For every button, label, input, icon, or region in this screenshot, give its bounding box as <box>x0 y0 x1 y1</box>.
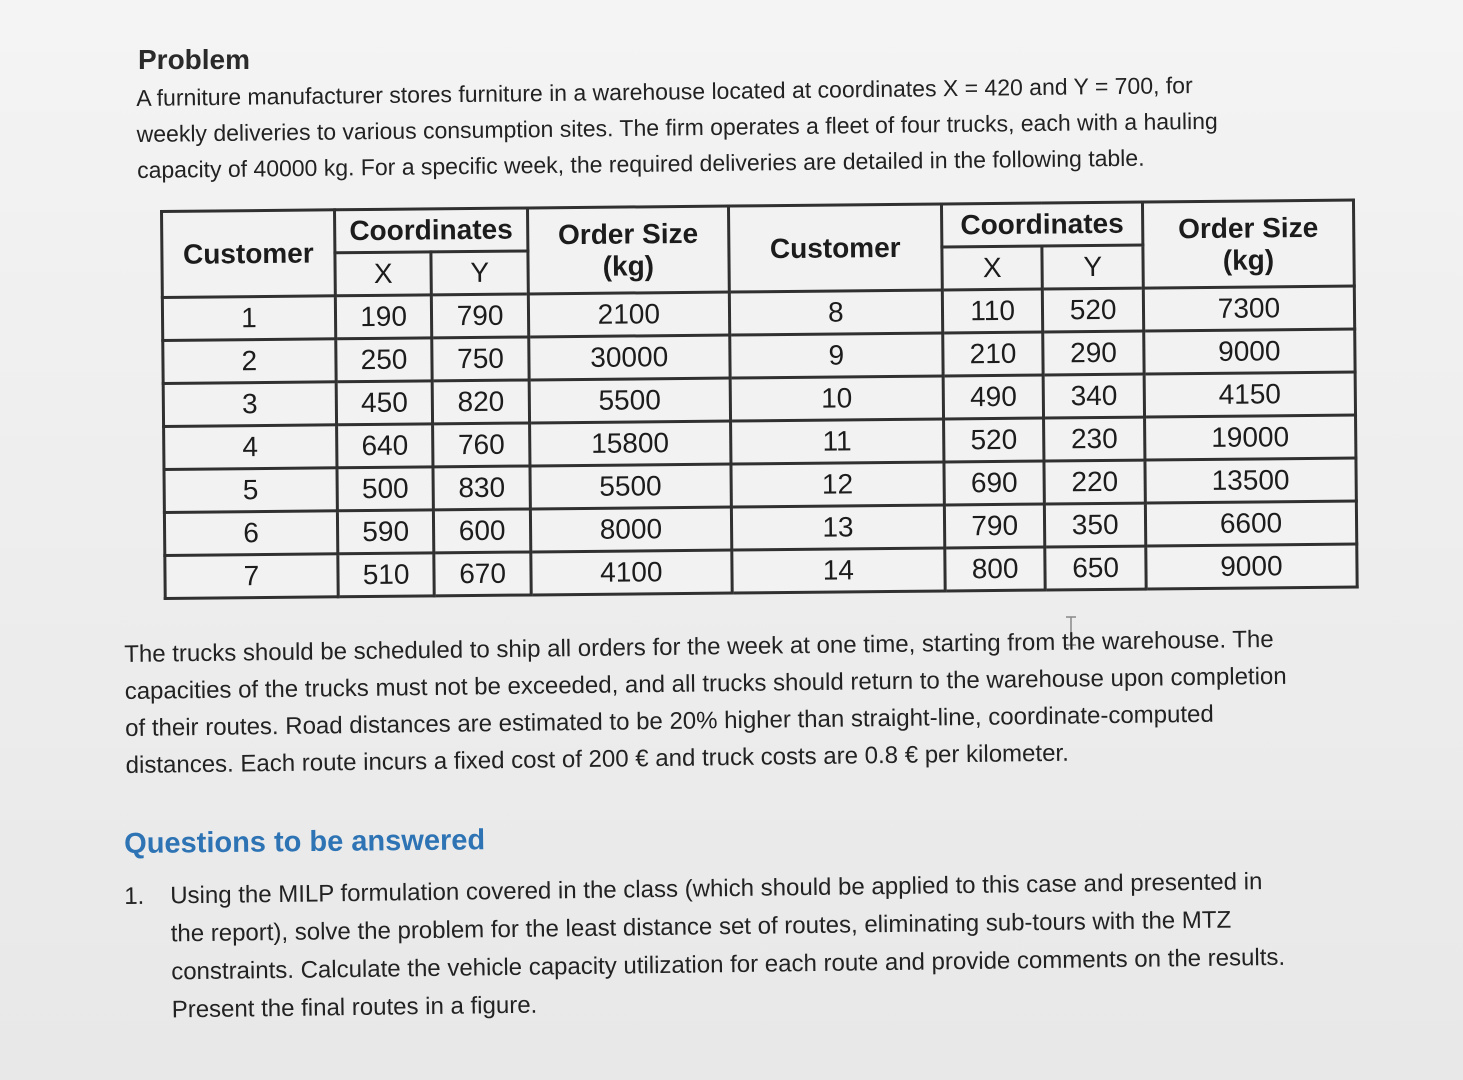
y-cell: 220 <box>1044 460 1145 504</box>
customer-header-right: Customer <box>728 204 942 292</box>
y-cell: 820 <box>432 380 529 424</box>
order-cell: 2100 <box>528 292 729 337</box>
y-cell: 350 <box>1045 503 1146 547</box>
y-cell: 650 <box>1045 546 1146 590</box>
order-cell: 4100 <box>531 550 732 595</box>
y-cell: 340 <box>1044 374 1145 418</box>
customer-cell: 2 <box>163 339 336 384</box>
order-size-header-right <box>1142 200 1354 288</box>
order-cell: 5500 <box>529 378 730 423</box>
x-cell: 450 <box>336 381 433 425</box>
customer-cell: 5 <box>164 468 337 513</box>
customer-cell: 4 <box>164 425 337 470</box>
x-header: X <box>335 252 432 296</box>
x-cell: 590 <box>337 510 434 554</box>
coordinates-header: Coordinates <box>334 208 527 253</box>
x-cell: 640 <box>336 424 433 468</box>
order-cell: 5500 <box>530 464 731 509</box>
order-cell: 4150 <box>1144 372 1356 417</box>
question-item <box>124 861 1411 1030</box>
y-header: Y <box>431 251 528 295</box>
y-cell: 830 <box>433 466 530 510</box>
y-cell: 790 <box>432 294 529 338</box>
coordinates-header-right: Coordinates <box>941 202 1142 247</box>
x-cell: 520 <box>943 418 1044 462</box>
y-header-right: Y <box>1042 245 1143 289</box>
order-cell: 15800 <box>529 421 730 466</box>
x-cell: 510 <box>338 553 435 597</box>
questions-heading: Questions to be answered <box>124 824 486 860</box>
y-cell: 230 <box>1044 417 1145 461</box>
intro-line: weekly deliveries to various consumption sites. The firm operates a fleet of four trucks, each with a hauling <box>136 107 1218 147</box>
order-cell: 19000 <box>1144 415 1356 460</box>
x-cell: 190 <box>335 295 432 339</box>
order-size-label: Order Size <box>557 217 699 250</box>
y-cell: 600 <box>434 509 531 553</box>
x-cell: 110 <box>942 289 1043 333</box>
customer-cell: 3 <box>163 382 336 427</box>
customer-cell: 11 <box>730 419 943 464</box>
body-line: of their routes. Road distances are estimated to be 20% higher than straight-line, coordinate-computed <box>125 700 1214 742</box>
body-line: The trucks should be scheduled to ship all orders for the week at one time, starting from the warehouse. The <box>124 625 1274 668</box>
customer-header: Customer <box>162 210 336 298</box>
customer-cell: 12 <box>731 462 944 507</box>
customer-cell: 7 <box>165 554 338 599</box>
questions-list <box>124 861 1411 1030</box>
x-cell: 790 <box>944 504 1045 548</box>
body-line: capacities of the trucks must not be exceeded, and all trucks should return to the warehouse upon completion <box>124 662 1287 705</box>
question-number: 1. <box>124 882 145 910</box>
customer-cell: 14 <box>732 548 945 593</box>
order-cell: 8000 <box>530 507 731 552</box>
x-cell: 500 <box>337 467 434 511</box>
order-size-unit: (kg) <box>1222 243 1275 276</box>
question-line: Present the final routes in a figure. <box>171 991 538 1024</box>
question-line: constraints. Calculate the vehicle capacity utilization for each route and provide comments on the results. <box>171 943 1286 986</box>
x-header-right: X <box>942 246 1043 290</box>
y-cell: 760 <box>433 423 530 467</box>
intro-paragraph <box>136 65 1367 188</box>
x-cell: 250 <box>336 338 433 382</box>
order-cell: 7300 <box>1143 286 1355 331</box>
order-cell: 9000 <box>1146 544 1358 589</box>
order-cell: 9000 <box>1144 329 1356 374</box>
y-cell: 670 <box>434 552 531 596</box>
header-row <box>162 200 1354 254</box>
orders-table <box>160 199 1359 600</box>
problem-title: Problem <box>138 44 251 75</box>
intro-line: capacity of 40000 kg. For a specific week, the required deliveries are detailed in the following table. <box>136 144 1145 183</box>
y-cell: 520 <box>1043 288 1144 332</box>
customer-cell: 9 <box>730 333 943 378</box>
customer-cell: 8 <box>729 290 942 335</box>
order-cell: 6600 <box>1145 501 1357 546</box>
question-line: Using the MILP formulation covered in the class (which should be applied to this case and presented in <box>170 868 1263 910</box>
order-size-unit: (kg) <box>602 249 655 282</box>
question-line: the report), solve the problem for the least distance set of routes, eliminating sub-tours with the MTZ <box>170 906 1232 948</box>
x-cell: 800 <box>945 547 1046 591</box>
instructions-paragraph <box>124 619 1396 784</box>
customer-cell: 13 <box>731 505 944 550</box>
customer-cell: 1 <box>162 296 335 341</box>
x-cell: 490 <box>943 375 1044 419</box>
x-cell: 210 <box>943 332 1044 376</box>
order-size-label: Order Size <box>1177 211 1319 244</box>
body-line: distances. Each route incurs a fixed cost of 200 € and truck costs are 0.8 € per kilometer. <box>125 739 1069 779</box>
intro-line: A furniture manufacturer stores furniture in a warehouse located at coordinates X = 420 and Y = 700, for <box>136 72 1193 111</box>
x-cell: 690 <box>944 461 1045 505</box>
y-cell: 750 <box>432 337 529 381</box>
order-cell: 13500 <box>1145 458 1357 503</box>
customer-cell: 6 <box>164 511 337 556</box>
y-cell: 290 <box>1043 331 1144 375</box>
customer-cell: 10 <box>730 376 943 421</box>
order-cell: 30000 <box>529 335 730 380</box>
question-text <box>170 861 1411 1029</box>
order-size-header <box>527 206 729 294</box>
